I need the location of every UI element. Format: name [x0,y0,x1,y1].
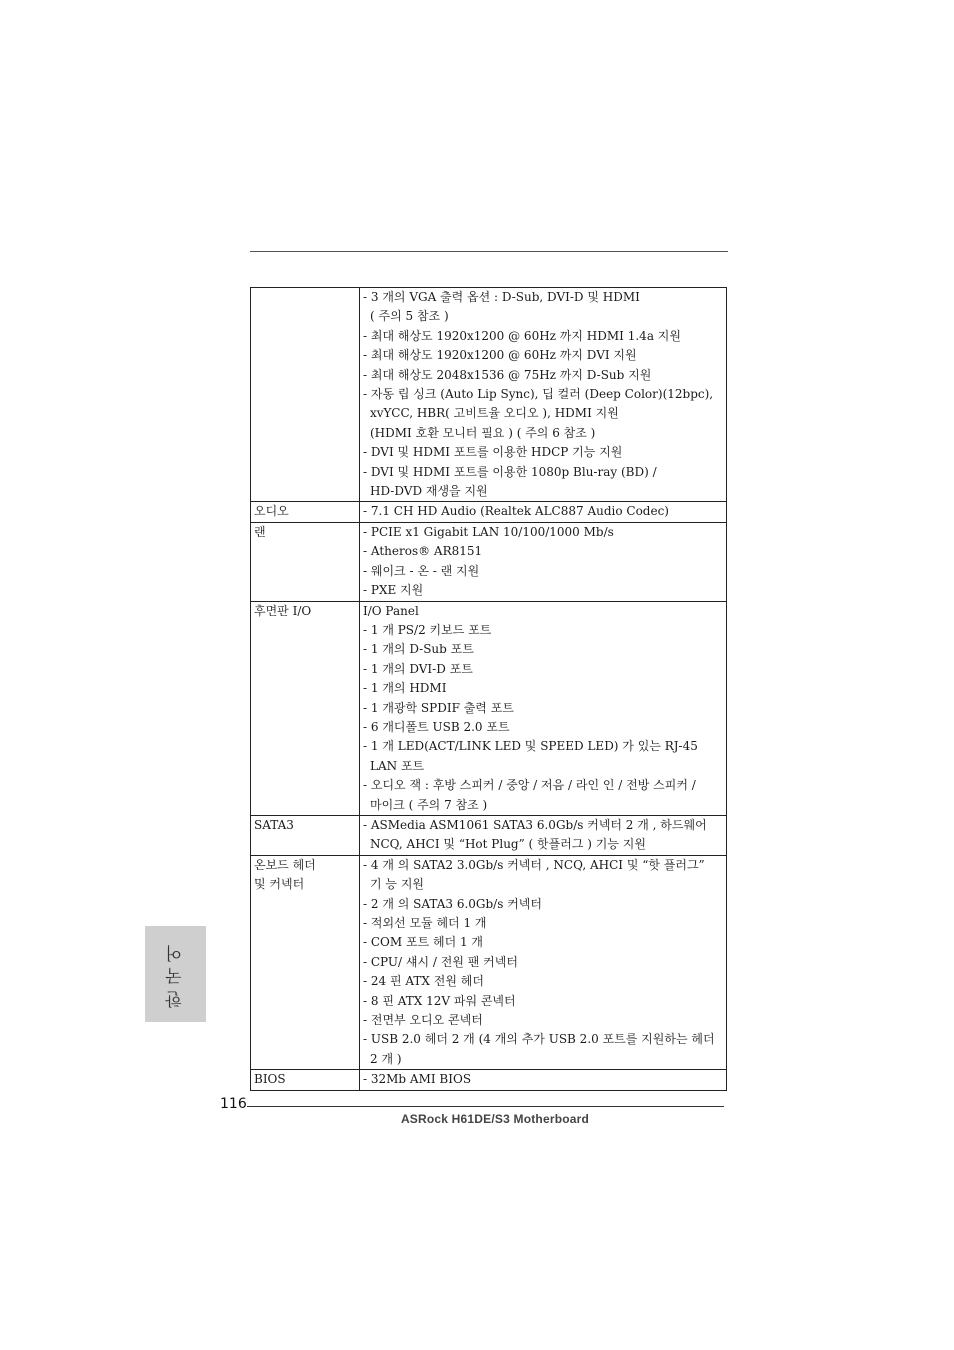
language-side-tab-label: 한국어 [166,939,186,1009]
spec-value-line: NCQ, AHCI 및 “Hot Plug” ( 핫플러그 ) 기능 지원 [370,837,646,852]
spec-value-cell [360,601,727,815]
spec-value-line: - 1 개 LED(ACT/LINK LED 및 SPEED LED) 가 있는 RJ-45 [363,739,698,754]
spec-value-line: - 6 개디폴트 USB 2.0 포트 [363,719,510,734]
footer-divider [247,1106,724,1107]
spec-row [251,855,727,1069]
spec-value-cell [360,855,727,1069]
spec-label: BIOS [254,1072,286,1087]
spec-value-line: 2 개 ) [370,1051,402,1066]
spec-value-cell [360,1070,727,1090]
spec-row [251,502,727,522]
spec-table [250,287,727,1091]
spec-row [251,1070,727,1090]
spec-label-cell [251,522,360,601]
spec-value-line: - USB 2.0 헤더 2 개 (4 개의 추가 USB 2.0 포트를 지원하는 헤더 [363,1032,715,1047]
spec-value-line: (HDMI 호환 모니터 필요 ) ( 주의 6 참조 ) [370,425,596,440]
spec-value-line: - 24 핀 ATX 전원 헤더 [363,974,484,989]
spec-value-line: - 최대 해상도 2048x1536 @ 75Hz 까지 D-Sub 지원 [363,367,652,382]
spec-value-line: - 7.1 CH HD Audio (Realtek ALC887 Audio Codec) [363,504,669,519]
spec-label: 및 커넥터 [254,877,305,892]
spec-value-line: - PXE 지원 [363,583,424,598]
top-divider [250,251,728,252]
spec-row [251,522,727,601]
language-side-tab [145,926,206,1022]
spec-label-cell [251,815,360,855]
spec-value-line: HD-DVD 재생을 지원 [370,484,488,499]
spec-label-cell [251,502,360,522]
spec-value-cell [360,815,727,855]
spec-value-line: - 적외선 모듈 헤더 1 개 [363,916,487,930]
spec-value-line: - 오디오 잭 : 후방 스피커 / 중앙 / 저음 / 라인 인 / 전방 스피커 / [363,778,696,793]
spec-label: 오디오 [254,504,289,519]
spec-value-line: - 8 핀 ATX 12V 파워 콘넥터 [363,993,516,1008]
spec-value-line: - 1 개의 DVI-D 포트 [363,661,473,676]
spec-row [251,288,727,502]
spec-value-line: - Atheros® AR8151 [363,544,483,559]
spec-label-cell [251,855,360,1069]
spec-label: 랜 [254,524,266,539]
spec-label: 온보드 헤더 [254,857,316,872]
spec-value-line: - 최대 해상도 1920x1200 @ 60Hz 까지 DVI 지원 [363,348,637,363]
spec-value-line: - COM 포트 헤더 1 개 [363,935,484,950]
spec-label-cell [251,1070,360,1090]
spec-value-line: - 2 개 의 SATA3 6.0Gb/s 커넥터 [363,896,542,911]
spec-value-line: - CPU/ 섀시 / 전원 팬 커넥터 [363,954,518,969]
spec-value-cell [360,288,727,502]
spec-value-cell [360,522,727,601]
spec-value-line: - 자동 립 싱크 (Auto Lip Sync), 딥 컬러 (Deep Color)(12bpc), [363,387,714,402]
spec-value-line: - 1 개의 HDMI [363,681,447,696]
spec-label: 후면판 I/O [254,603,312,618]
spec-value-line: - 1 개광학 SPDIF 출력 포트 [363,700,514,715]
spec-row [251,601,727,815]
spec-value-line: - 4 개 의 SATA2 3.0Gb/s 커넥터 , NCQ, AHCI 및 “핫 플러그” [363,857,705,872]
spec-value-line: - DVI 및 HDMI 포트를 이용한 HDCP 기능 지원 [363,445,623,460]
spec-value-line: 기 능 지원 [370,877,424,892]
spec-value-line: - DVI 및 HDMI 포트를 이용한 1080p Blu-ray (BD) / [363,464,657,479]
spec-table-body [251,288,727,1091]
spec-value-line: ( 주의 5 참조 ) [370,309,449,324]
spec-value-line: xvYCC, HBR( 고비트율 오디오 ), HDMI 지원 [370,406,619,421]
spec-value-line: - 웨이크 - 온 - 랜 지원 [363,563,480,578]
spec-label: SATA3 [254,817,294,832]
spec-value-line: - 최대 해상도 1920x1200 @ 60Hz 까지 HDMI 1.4a 지원 [363,328,681,343]
spec-value-line: - ASMedia ASM1061 SATA3 6.0Gb/s 커넥터 2 개 , 하드웨어 [363,817,707,832]
spec-value-line: LAN 포트 [370,758,425,773]
spec-value-line: - 전면부 오디오 콘넥터 [363,1013,483,1028]
spec-label-cell [251,601,360,815]
spec-value-line: - 1 개의 D-Sub 포트 [363,642,474,657]
footer-title: ASRock H61DE/S3 Motherboard [400,1112,590,1126]
spec-value-line: - PCIE x1 Gigabit LAN 10/100/1000 Mb/s [363,524,614,539]
spec-value-line: - 1 개 PS/2 키보드 포트 [363,622,492,637]
spec-row [251,815,727,855]
page-number: 116 [220,1096,247,1112]
spec-label-cell [251,288,360,502]
spec-value-line: 마이크 ( 주의 7 참조 ) [370,797,488,812]
spec-value-line: - 3 개의 VGA 출력 옵션 : D-Sub, DVI-D 및 HDMI [363,290,640,304]
spec-value-line: I/O Panel [363,603,419,618]
spec-value-line: - 32Mb AMI BIOS [363,1072,472,1087]
spec-value-cell [360,502,727,522]
